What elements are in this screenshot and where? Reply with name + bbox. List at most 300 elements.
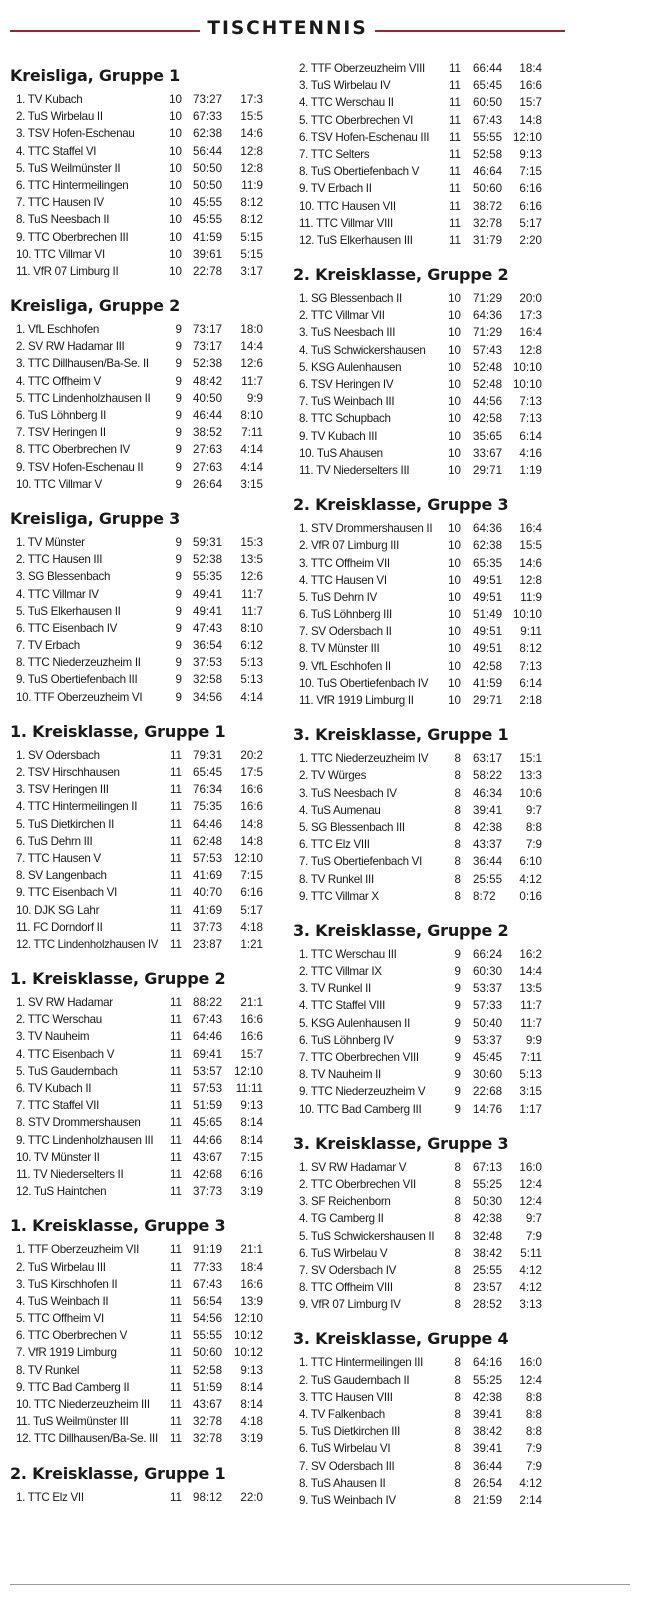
team-name: 5. KSG Aulenhausen II (299, 1016, 411, 1030)
table-row (293, 767, 563, 784)
team-name: 2. TTC Hausen III (16, 553, 103, 567)
team-name: 9. TuS Weinbach IV (299, 1493, 396, 1507)
table-row (10, 441, 285, 458)
points: 15:5 (519, 539, 542, 553)
points: 16:6 (240, 800, 263, 814)
table-row (10, 850, 285, 867)
points: 8:12 (240, 213, 263, 227)
match-ratio: 88:22 (193, 996, 223, 1010)
table-row (293, 1159, 563, 1176)
games-played: 11 (169, 937, 182, 951)
team-name: 5. SG Blessenbach III (299, 820, 405, 834)
match-ratio: 98:12 (193, 1490, 223, 1504)
games-played: 8 (454, 803, 461, 817)
points: 9:7 (525, 803, 542, 817)
points: 16:6 (519, 79, 542, 93)
table-row (293, 1372, 563, 1389)
table-row (10, 424, 285, 441)
team-name: 7. TTC Oberbrechen VIII (299, 1051, 419, 1064)
match-ratio: 50:30 (473, 1195, 503, 1209)
games-played: 10 (169, 230, 182, 244)
games-played: 9 (454, 1085, 461, 1099)
games-played: 11 (169, 766, 182, 779)
table-row (293, 836, 563, 853)
table-row (10, 1293, 285, 1310)
games-played: 11 (169, 996, 182, 1010)
team-name: 3. SG Blessenbach (16, 570, 111, 584)
match-ratio: 36:44 (473, 1459, 503, 1473)
table-row (293, 290, 563, 307)
team-name: 7. SV Odersbach II (299, 625, 392, 639)
team-name: 8. TTC Schupbach (299, 412, 391, 426)
team-name: 1. TTC Werschau III (299, 947, 397, 961)
table-row (293, 307, 563, 324)
match-ratio: 41:59 (193, 230, 223, 244)
table-row (293, 1406, 563, 1423)
team-name: 9. TV Erbach II (299, 182, 372, 196)
points: 14:8 (240, 817, 263, 831)
table-row (293, 77, 563, 94)
points: 0:16 (519, 889, 542, 903)
table-row (293, 520, 563, 537)
table-row (293, 1210, 563, 1227)
match-ratio: 73:17 (193, 340, 223, 354)
games-played: 10 (448, 608, 461, 622)
games-played: 8 (454, 1493, 461, 1507)
points: 12:10 (233, 1312, 263, 1326)
games-played: 11 (169, 1346, 182, 1360)
points: 4:18 (240, 920, 263, 934)
team-name: 4. TuS Weinbach II (16, 1294, 109, 1308)
team-name: 8. SV Langenbach (16, 869, 107, 883)
match-ratio: 33:67 (473, 446, 503, 460)
team-name: 8. TTC Niederzeuzheim II (16, 656, 141, 670)
match-ratio: 41:69 (193, 903, 223, 917)
match-ratio: 23:87 (193, 937, 223, 951)
table-row (293, 606, 563, 623)
section-title: TISCHTENNIS (207, 18, 368, 39)
points: 4:18 (240, 1415, 263, 1429)
points: 5:15 (240, 230, 263, 244)
match-ratio: 53:37 (473, 1033, 503, 1047)
match-ratio: 32:78 (193, 1415, 223, 1429)
match-ratio: 39:41 (473, 803, 503, 817)
games-played: 10 (448, 659, 461, 673)
games-played: 9 (175, 340, 182, 354)
points: 10:12 (233, 1329, 263, 1343)
points: 12:6 (240, 357, 263, 371)
team-name: 3. TuS Wirbelau IV (299, 79, 391, 93)
table-row (293, 623, 563, 640)
team-name: 2. TTC Villmar VII (299, 309, 385, 323)
team-name: 7. TTC Staffel VII (16, 1099, 100, 1113)
points: 5:17 (519, 216, 542, 230)
games-played: 9 (175, 391, 182, 405)
table-row (293, 1228, 563, 1245)
games-played: 10 (448, 429, 461, 443)
games-played: 10 (448, 625, 461, 639)
standings-kreisliga-gruppe-2 (10, 296, 285, 493)
table-row (10, 143, 285, 160)
match-ratio: 42:68 (193, 1167, 223, 1181)
table-row (10, 603, 285, 620)
table-row (10, 551, 285, 568)
team-name: 8. TuS Obertiefenbach V (299, 165, 420, 179)
group-title: 3. Kreisklasse, Gruppe 2 (293, 920, 509, 940)
games-played: 9 (175, 443, 182, 457)
table-row (10, 321, 285, 338)
points: 20:2 (240, 748, 263, 762)
team-name: 6. TuS Wirbelau V (299, 1246, 388, 1260)
table-row (293, 1066, 563, 1083)
table-row (10, 833, 285, 850)
team-name: 10. TTC Hausen VII (299, 199, 396, 213)
match-ratio: 91:19 (193, 1243, 223, 1257)
team-name: 12. TuS Elkerhausen III (299, 233, 413, 247)
games-played: 9 (175, 323, 182, 337)
points: 7:15 (240, 1150, 263, 1164)
team-name: 2. TV Würges (299, 769, 367, 783)
match-ratio: 45:55 (193, 213, 223, 227)
team-name: 11. TV Niederselters III (299, 463, 410, 477)
team-name: 1. SV RW Hadamar (16, 996, 113, 1010)
points: 11:7 (241, 604, 263, 618)
team-name: 4. TG Camberg II (299, 1212, 384, 1226)
match-ratio: 55:25 (473, 1373, 503, 1387)
team-name: 3. TTC Hausen VIII (299, 1390, 393, 1404)
match-ratio: 42:38 (473, 1212, 503, 1226)
points: 7:11 (520, 1051, 542, 1064)
team-name: 3. TSV Heringen III (16, 783, 109, 797)
match-ratio: 45:55 (193, 196, 223, 210)
table-row (293, 359, 563, 376)
games-played: 10 (448, 446, 461, 460)
team-name: 9. TSV Hofen-Eschenau II (16, 460, 144, 474)
games-played: 10 (169, 196, 182, 210)
table-row (10, 747, 285, 764)
games-played: 11 (448, 113, 461, 127)
team-name: 2. TuS Wirbelau II (16, 110, 103, 124)
table-row (10, 373, 285, 390)
match-ratio: 42:58 (473, 659, 503, 673)
match-ratio: 55:55 (473, 130, 503, 144)
games-played: 11 (169, 886, 182, 900)
points: 9:9 (246, 391, 263, 405)
team-name: 4. TTC Villmar IV (16, 587, 99, 601)
match-ratio: 54:56 (193, 1312, 223, 1326)
match-ratio: 62:48 (193, 834, 223, 848)
team-name: 6. TSV Heringen IV (299, 378, 394, 391)
points: 6:14 (519, 676, 542, 690)
team-name: 5. KSG Aulenhausen (299, 360, 402, 374)
match-ratio: 32:78 (473, 216, 503, 230)
team-name: 6. TSV Hofen-Eschenau III (299, 130, 430, 144)
games-played: 11 (169, 1099, 182, 1113)
match-ratio: 60:50 (473, 96, 503, 110)
points: 11:7 (241, 374, 263, 388)
points: 7:13 (519, 659, 542, 673)
games-played: 11 (169, 817, 182, 831)
points: 22:0 (240, 1490, 263, 1504)
table-row (293, 1101, 563, 1118)
table-row (293, 163, 563, 180)
table-row (10, 338, 285, 355)
games-played: 8 (454, 855, 461, 869)
team-name: 3. TTC Dillhausen/Ba-Se. II (16, 357, 149, 371)
table-row (293, 232, 563, 249)
team-name: 7. TSV Heringen II (16, 426, 106, 440)
points: 21:1 (240, 1243, 263, 1257)
games-played: 10 (448, 378, 461, 391)
games-played: 10 (169, 178, 182, 192)
team-name: 1. SG Blessenbach II (299, 292, 402, 306)
games-played: 8 (454, 1246, 461, 1260)
table-row (10, 1132, 285, 1149)
games-played: 11 (169, 1167, 182, 1181)
table-row (293, 180, 563, 197)
points: 8:14 (240, 1116, 263, 1130)
games-played: 8 (454, 1263, 461, 1277)
standings-1-kreisklasse-gruppe-3 (10, 1216, 285, 1447)
games-played: 10 (448, 326, 461, 340)
points: 8:8 (525, 1390, 542, 1404)
points: 8:14 (240, 1133, 263, 1147)
team-name: 7. TuS Obertiefenbach VI (299, 855, 422, 869)
points: 12:4 (519, 1177, 542, 1191)
games-played: 11 (169, 1116, 182, 1130)
standings-kreisliga-gruppe-1 (10, 66, 285, 280)
match-ratio: 79:31 (193, 748, 223, 762)
points: 11:7 (241, 587, 263, 601)
match-ratio: 36:44 (473, 855, 503, 869)
table-row (10, 108, 285, 125)
games-played: 10 (448, 412, 461, 426)
table-row (10, 620, 285, 637)
points: 12:8 (240, 161, 263, 175)
games-played: 8 (454, 1442, 461, 1456)
table-row (10, 654, 285, 671)
match-ratio: 53:57 (193, 1064, 223, 1078)
games-played: 10 (448, 309, 461, 323)
match-ratio: 42:38 (473, 1390, 503, 1404)
games-played: 11 (169, 1312, 182, 1326)
team-name: 4. TTC Eisenbach V (16, 1047, 115, 1061)
match-ratio: 50:40 (473, 1016, 503, 1030)
points: 16:6 (240, 1277, 263, 1291)
team-name: 2. TuS Gaudernbach II (299, 1373, 410, 1387)
points: 20:0 (519, 292, 542, 306)
team-name: 11. TuS Weilmünster III (16, 1415, 129, 1429)
match-ratio: 50:60 (193, 1346, 223, 1360)
team-name: 6. TuS Löhnberg II (16, 409, 106, 422)
team-name: 11. TTC Villmar VIII (299, 216, 393, 230)
match-ratio: 55:55 (193, 1329, 223, 1343)
points: 6:12 (240, 639, 263, 653)
standings-2-kreisklasse-gruppe-2 (293, 265, 563, 479)
games-played: 9 (454, 947, 461, 961)
match-ratio: 69:41 (193, 1047, 223, 1061)
games-played: 8 (454, 1298, 461, 1312)
points: 13:5 (519, 982, 542, 996)
team-name: 8. TuS Ahausen II (299, 1476, 386, 1490)
points: 6:16 (240, 886, 263, 900)
team-name: 11. VfR 07 Limburg II (16, 264, 119, 278)
right-column (293, 60, 563, 1525)
points: 8:12 (519, 642, 542, 656)
points: 12:4 (519, 1195, 542, 1209)
points: 14:4 (240, 340, 263, 354)
points: 9:11 (520, 625, 542, 639)
team-name: 8. STV Drommershausen (16, 1116, 141, 1130)
match-ratio: 14:76 (473, 1102, 503, 1116)
team-name: 9. TV Kubach III (299, 429, 378, 443)
games-played: 10 (169, 93, 182, 106)
games-played: 11 (169, 1363, 182, 1377)
team-name: 10. TuS Obertiefenbach IV (299, 676, 429, 690)
match-ratio: 52:48 (473, 360, 503, 374)
games-played: 11 (169, 920, 182, 934)
games-played: 11 (448, 62, 461, 75)
table-row (10, 263, 285, 280)
match-ratio: 55:25 (473, 1177, 503, 1191)
team-name: 2. TuS Wirbelau III (16, 1260, 106, 1274)
match-ratio: 44:66 (193, 1133, 223, 1147)
match-ratio: 32:48 (473, 1229, 503, 1243)
points: 12:10 (233, 851, 263, 865)
points: 7:13 (519, 412, 542, 426)
team-name: 9. TTC Villmar X (299, 889, 379, 903)
games-played: 9 (454, 1016, 461, 1030)
match-ratio: 39:41 (473, 1408, 503, 1421)
match-ratio: 40:70 (193, 886, 223, 900)
table-row (10, 1241, 285, 1258)
points: 12:10 (233, 1064, 263, 1078)
match-ratio: 26:54 (473, 1476, 503, 1490)
table-row (293, 146, 563, 163)
points: 12:8 (519, 343, 542, 357)
points: 3:13 (519, 1298, 542, 1312)
table-row (293, 537, 563, 554)
match-ratio: 67:13 (473, 1160, 503, 1174)
games-played: 11 (448, 130, 461, 144)
match-ratio: 57:33 (473, 999, 503, 1013)
table-row (293, 888, 563, 905)
points: 12:8 (240, 144, 263, 158)
table-row (10, 1327, 285, 1344)
points: 6:16 (519, 199, 542, 213)
team-name: 8. TV Runkel III (299, 872, 374, 886)
match-ratio: 29:71 (473, 463, 503, 477)
games-played: 11 (169, 1047, 182, 1061)
games-played: 9 (175, 409, 182, 422)
table-row (10, 1276, 285, 1293)
match-ratio: 62:38 (193, 127, 223, 141)
match-ratio: 29:71 (473, 694, 503, 707)
points: 16:6 (240, 1030, 263, 1044)
match-ratio: 36:54 (193, 639, 223, 653)
team-name: 6. TTC Oberbrechen V (16, 1329, 128, 1343)
section-header (10, 14, 565, 50)
points: 9:9 (525, 1033, 542, 1047)
games-played: 9 (175, 656, 182, 670)
points: 16:6 (240, 1013, 263, 1027)
team-name: 7. SV Odersbach IV (299, 1263, 397, 1277)
table-row (293, 658, 563, 675)
group-title: Kreisliga, Gruppe 2 (10, 296, 181, 316)
table-row (10, 1011, 285, 1028)
match-ratio: 39:41 (473, 1442, 503, 1456)
games-played: 11 (169, 1329, 182, 1343)
points: 2:14 (519, 1493, 542, 1507)
team-name: 10. TuS Ahausen (299, 446, 383, 460)
team-name: 2. TTF Oberzeuzheim VIII (299, 62, 425, 75)
games-played: 8 (454, 769, 461, 783)
points: 2:18 (519, 694, 542, 707)
table-row (293, 129, 563, 146)
table-row (293, 1083, 563, 1100)
points: 16:4 (519, 522, 542, 536)
points: 3:15 (519, 1085, 542, 1099)
table-row (293, 997, 563, 1014)
team-name: 3. TuS Neesbach III (299, 326, 396, 340)
points: 11:9 (241, 178, 263, 192)
team-name: 7. TTC Hausen IV (16, 196, 104, 210)
match-ratio: 66:44 (473, 62, 503, 75)
table-row (10, 355, 285, 372)
match-ratio: 62:38 (473, 539, 503, 553)
match-ratio: 64:46 (193, 817, 223, 831)
team-name: 3. TV Runkel II (299, 982, 371, 996)
match-ratio: 46:64 (473, 165, 503, 179)
team-name: 5. TuS Dehrn IV (299, 590, 377, 604)
table-row (10, 1149, 285, 1166)
games-played: 8 (454, 1373, 461, 1387)
games-played: 10 (448, 539, 461, 553)
games-played: 8 (454, 1195, 461, 1209)
team-name: 10. TTC Villmar V (16, 477, 102, 491)
match-ratio: 64:36 (473, 309, 503, 323)
games-played: 11 (169, 1490, 182, 1504)
games-played: 9 (175, 621, 182, 635)
table-row (10, 407, 285, 424)
group-title: 2. Kreisklasse, Gruppe 2 (293, 265, 509, 285)
table-row (293, 1049, 563, 1066)
games-played: 9 (454, 1051, 461, 1064)
team-name: 5. TuS Dietkirchen II (16, 817, 115, 831)
games-played: 10 (169, 110, 182, 124)
games-played: 11 (448, 147, 461, 161)
games-played: 10 (169, 144, 182, 158)
table-row (293, 785, 563, 802)
table-row (293, 853, 563, 870)
team-name: 2. TSV Hirschhausen (16, 766, 120, 779)
table-row (293, 1032, 563, 1049)
games-played: 8 (454, 786, 461, 800)
games-played: 11 (169, 851, 182, 865)
games-played: 9 (454, 1102, 461, 1116)
match-ratio: 26:64 (193, 477, 223, 491)
match-ratio: 44:56 (473, 395, 503, 409)
table-row (10, 459, 285, 476)
group-title: 2. Kreisklasse, Gruppe 3 (293, 495, 509, 515)
points: 5:17 (240, 903, 263, 917)
games-played: 10 (169, 247, 182, 261)
points: 8:14 (240, 1380, 263, 1394)
table-row (10, 211, 285, 228)
points: 16:0 (519, 1356, 542, 1370)
team-name: 4. TTC Werschau II (299, 96, 394, 110)
games-played: 11 (169, 1243, 182, 1257)
